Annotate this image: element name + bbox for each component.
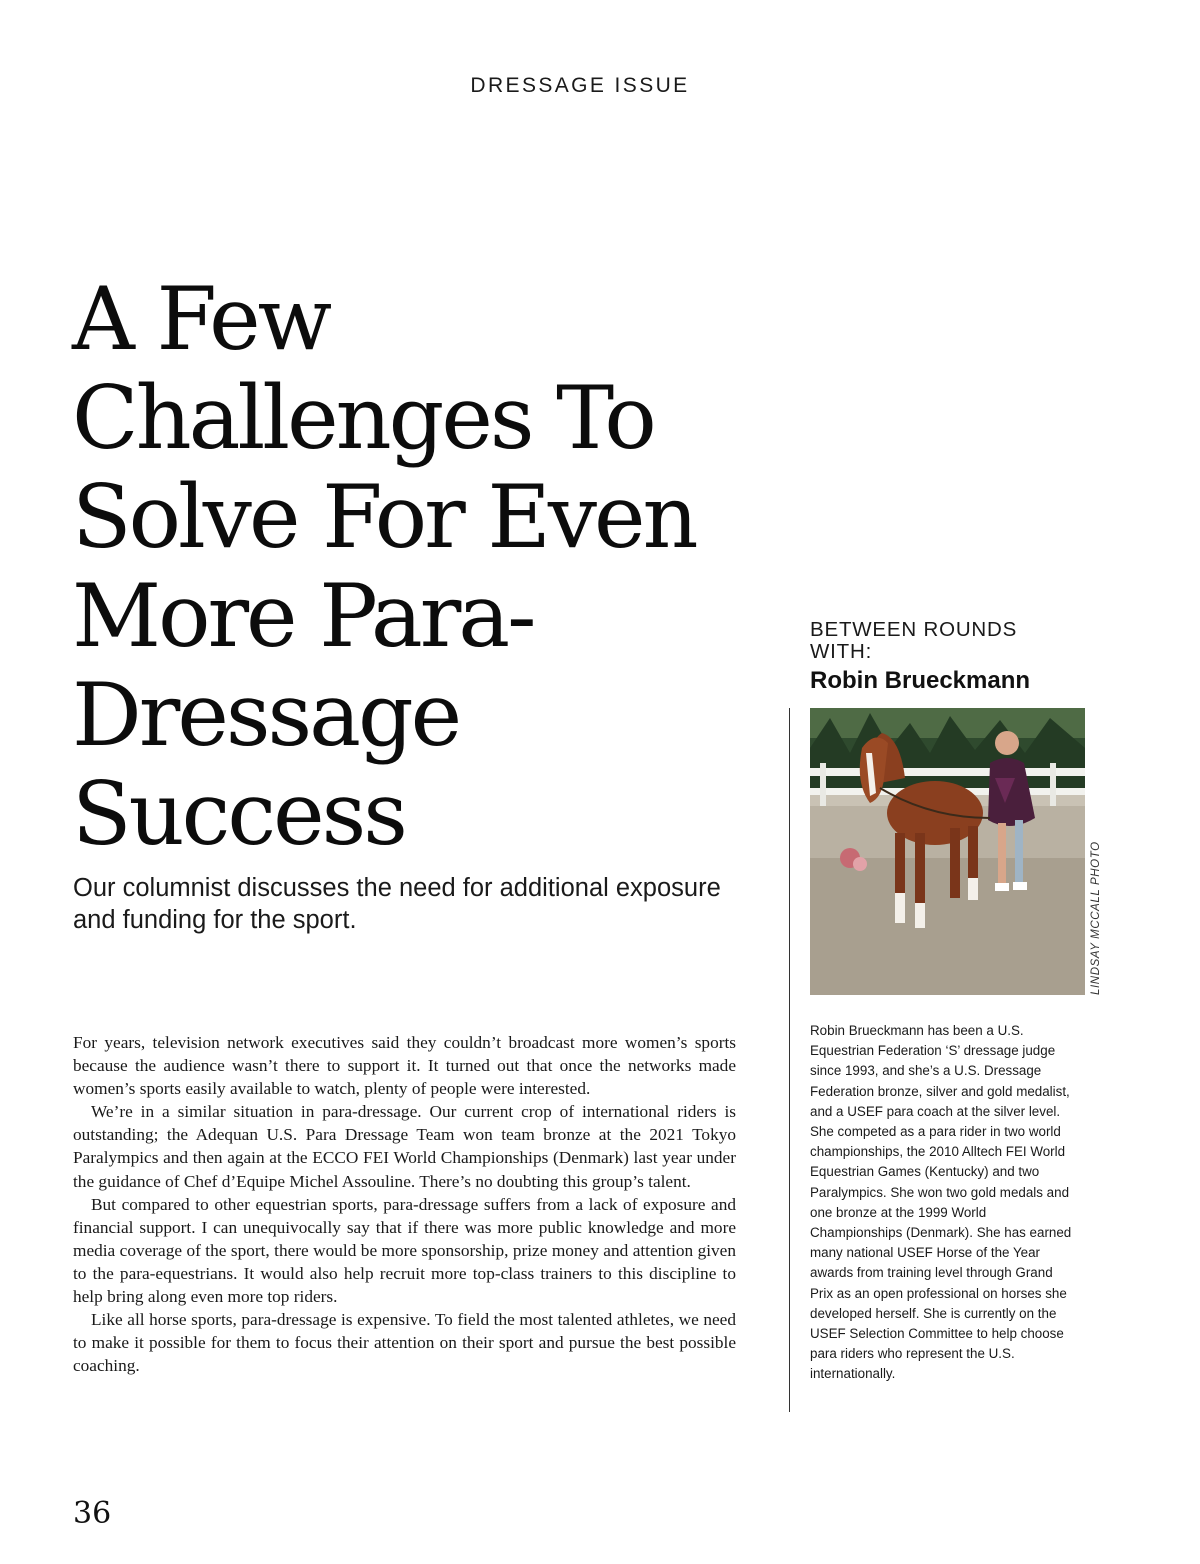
body-paragraph: For years, television network executives said they couldn’t broadcast more women’s sports because the audience wasn’t there to support it. It turned out that once the networks made women’s sports easily available to watch, plenty of people were interested. <box>73 1033 736 1099</box>
article-deck: Our columnist discusses the need for additional exposure and funding for the sport. <box>73 874 721 934</box>
headline-line: More Para- <box>72 565 534 667</box>
article-body <box>73 1031 736 1377</box>
body-paragraph: But compared to other equestrian sports, para-dressage suffers from a lack of exposure and financial support. I can unequivocally say that if there was more public knowledge and more media coverage of the sport, there would be more sponsorship, prize money and attention given to the para-equestrians. It would also help recruit more top-class trainers to this discipline to help bring along even more top riders. <box>73 1194 736 1307</box>
body-paragraph: Like all horse sports, para-dressage is expensive. To field the most talented athletes, we need to make it possible for them to focus their attention on their sport and pursue the best possible coaching. <box>73 1310 736 1376</box>
sidebar-divider <box>789 708 790 1412</box>
headline-line: Challenges To <box>72 367 654 469</box>
headline-line: Dressage <box>72 664 460 766</box>
page-number: 36 <box>73 1496 112 1531</box>
section-label: DRESSAGE ISSUE <box>470 74 690 97</box>
body-paragraph: We’re in a similar situation in para-dressage. Our current crop of international riders is outstanding; the Adequan U.S. Para Dressage Team won team bronze at the 2021 Tokyo Paralympics and then again at the ECCO FEI World Championships (Denmark) last year under the guidance of Chef d’Equipe Michel Assouline. There’s no doubting this group’s talent. <box>73 1102 736 1191</box>
headline-line: A Few <box>72 268 330 370</box>
sidebar-name: Robin Brueckmann <box>810 667 1031 694</box>
headline-line: Solve For Even <box>72 466 696 568</box>
portrait-photo <box>810 708 1085 995</box>
article-headline <box>72 270 772 864</box>
headline-line: Success <box>72 763 405 865</box>
sidebar-bio: Robin Brueckmann has been a U.S. Equestrian Federation ‘S’ dressage judge since 1993, and she’s a U.S. Dressage Federation bronze, silver and gold medalist, and a USEF para coach at the silver level. She competed as a para rider in two world championships, the 2010 Alltech FEI World Equestrian Games (Kentucky) and two Paralympics. She won two gold medals and one bronze at the 1999 World Championships (Denmark). She has earned many national USEF Horse of the Year awards from training level through Grand Prix as an open professional on horses she developed herself. She is currently on the USEF Selection Committee to help choose para riders who represent the U.S. internationally. <box>810 1023 1072 1382</box>
photo-credit: LINDSAY MCCALL PHOTO <box>1090 841 1102 995</box>
sidebar-kicker: BETWEEN ROUNDS WITH: <box>810 618 1018 663</box>
